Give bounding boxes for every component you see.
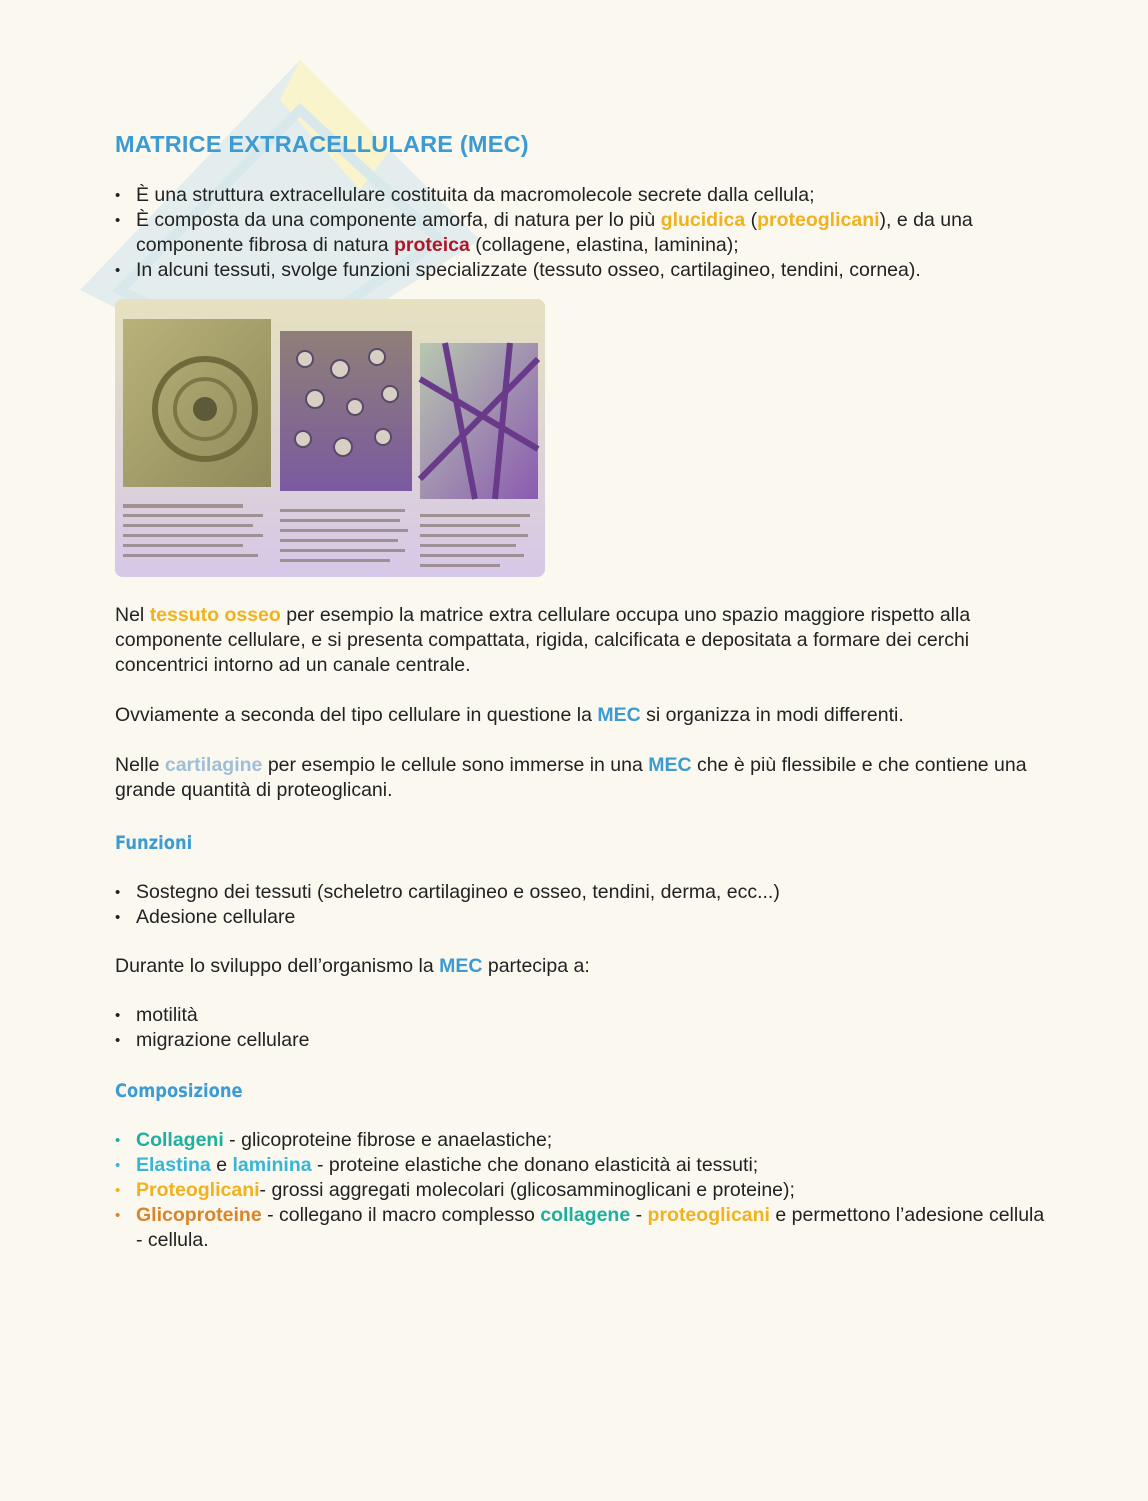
intro-bullet-1: È una struttura extracellulare costituita da macromolecole secrete dalla cellula; — [136, 184, 815, 206]
tissue-micrographs-image — [115, 299, 545, 577]
funzioni-list — [115, 880, 1045, 930]
text: si organizza in modi differenti. — [640, 704, 904, 726]
bullet: • — [115, 1032, 121, 1049]
bullet: • — [115, 262, 121, 279]
sviluppo-item: migrazione cellulare — [136, 1029, 310, 1051]
funzioni-item: Sostegno dei tessuti (scheletro cartilagineo e osseo, tendini, derma, ecc...) — [136, 881, 780, 903]
bullet: • — [115, 884, 121, 901]
bullet: • — [115, 1207, 121, 1224]
intro-bullet-2-text: ( — [745, 209, 758, 231]
bullet: • — [115, 1132, 121, 1149]
heading-composizione: Composizione — [115, 1080, 243, 1102]
list-item — [115, 1153, 1045, 1178]
heading-funzioni: Funzioni — [115, 832, 193, 854]
list-item — [115, 905, 1045, 930]
intro-list — [115, 183, 1045, 283]
keyword-proteica: proteica — [394, 234, 470, 256]
keyword-collageni: Collageni — [136, 1129, 224, 1151]
text: e permettono l’adesione cellula - cellula. — [136, 1204, 1045, 1251]
sviluppo-item: motilità — [136, 1004, 198, 1026]
list-item — [115, 208, 1045, 258]
text: - grossi aggregati molecolari (glicosamminoglicani e proteine); — [259, 1179, 795, 1201]
keyword-mec: MEC — [439, 955, 483, 977]
text: - collegano il macro complesso — [261, 1204, 541, 1226]
list-item — [115, 1003, 1045, 1028]
text: - — [630, 1204, 648, 1226]
main-content — [115, 132, 1045, 1253]
keyword-elastina: Elastina — [136, 1154, 211, 1176]
bullet: • — [115, 1157, 121, 1174]
text: Nel — [115, 604, 150, 626]
sviluppo-list — [115, 1003, 1045, 1053]
list-item — [115, 1203, 1045, 1253]
keyword-collagene: collagene — [540, 1204, 631, 1226]
text: per esempio la matrice extra cellulare occupa uno spazio maggiore rispetto alla componente cellulare, e si presenta compattata, rigida, calcificata e depositata a formare dei cerchi concentrici intorno ad un canale centrale. — [115, 604, 971, 676]
text: - proteine elastiche che donano elasticità ai tessuti; — [311, 1154, 759, 1176]
intro-bullet-2-text: (collagene, elastina, laminina); — [469, 234, 739, 256]
bullet: • — [115, 909, 121, 926]
bullet: • — [115, 187, 121, 204]
bullet: • — [115, 212, 121, 229]
text: Durante lo sviluppo dell’organismo la — [115, 955, 440, 977]
list-item — [115, 1028, 1045, 1053]
composizione-list — [115, 1128, 1045, 1253]
text: partecipa a: — [482, 955, 590, 977]
paragraph-organizzazione — [115, 703, 1045, 728]
list-item — [115, 1178, 1045, 1203]
text: che è più flessibile e che contiene una grande quantità di proteoglicani. — [115, 754, 1027, 801]
bullet: • — [115, 1182, 121, 1199]
keyword-proteoglicani: proteoglicani — [757, 209, 880, 231]
paragraph-cartilagine — [115, 753, 1045, 803]
keyword-glicoproteine: Glicoproteine — [136, 1204, 262, 1226]
text: e — [210, 1154, 233, 1176]
keyword-cartilagine: cartilagine — [164, 754, 263, 776]
bullet: • — [115, 1007, 121, 1024]
text: per esempio le cellule sono immerse in una — [262, 754, 649, 776]
list-item — [115, 880, 1045, 905]
list-item — [115, 183, 1045, 208]
funzioni-item: Adesione cellulare — [136, 906, 296, 928]
keyword-tessuto-osseo: tessuto osseo — [149, 604, 281, 626]
intro-bullet-3: In alcuni tessuti, svolge funzioni specializzate (tessuto osseo, cartilagineo, tendini, cornea). — [136, 259, 921, 281]
keyword-proteoglicani: proteoglicani — [647, 1204, 770, 1226]
page-title: MATRICE EXTRACELLULARE (MEC) — [115, 131, 529, 157]
text: Nelle — [115, 754, 165, 776]
keyword-laminina: laminina — [232, 1154, 312, 1176]
keyword-mec: MEC — [597, 704, 641, 726]
list-item — [115, 258, 1045, 283]
paragraph-sviluppo — [115, 954, 1045, 979]
keyword-mec: MEC — [648, 754, 692, 776]
keyword-glucidica: glucidica — [660, 209, 746, 231]
text: - glicoproteine fibrose e anaelastiche; — [223, 1129, 553, 1151]
intro-bullet-2-text: ), e da una componente fibrosa di natura — [136, 209, 973, 256]
text: Ovviamente a seconda del tipo cellulare in questione la — [115, 704, 598, 726]
list-item — [115, 1128, 1045, 1153]
paragraph-tessuto-osseo — [115, 603, 1045, 678]
keyword-proteoglicani: Proteoglicani — [136, 1179, 260, 1201]
intro-bullet-2-text: È composta da una componente amorfa, di natura per lo più — [136, 209, 661, 231]
